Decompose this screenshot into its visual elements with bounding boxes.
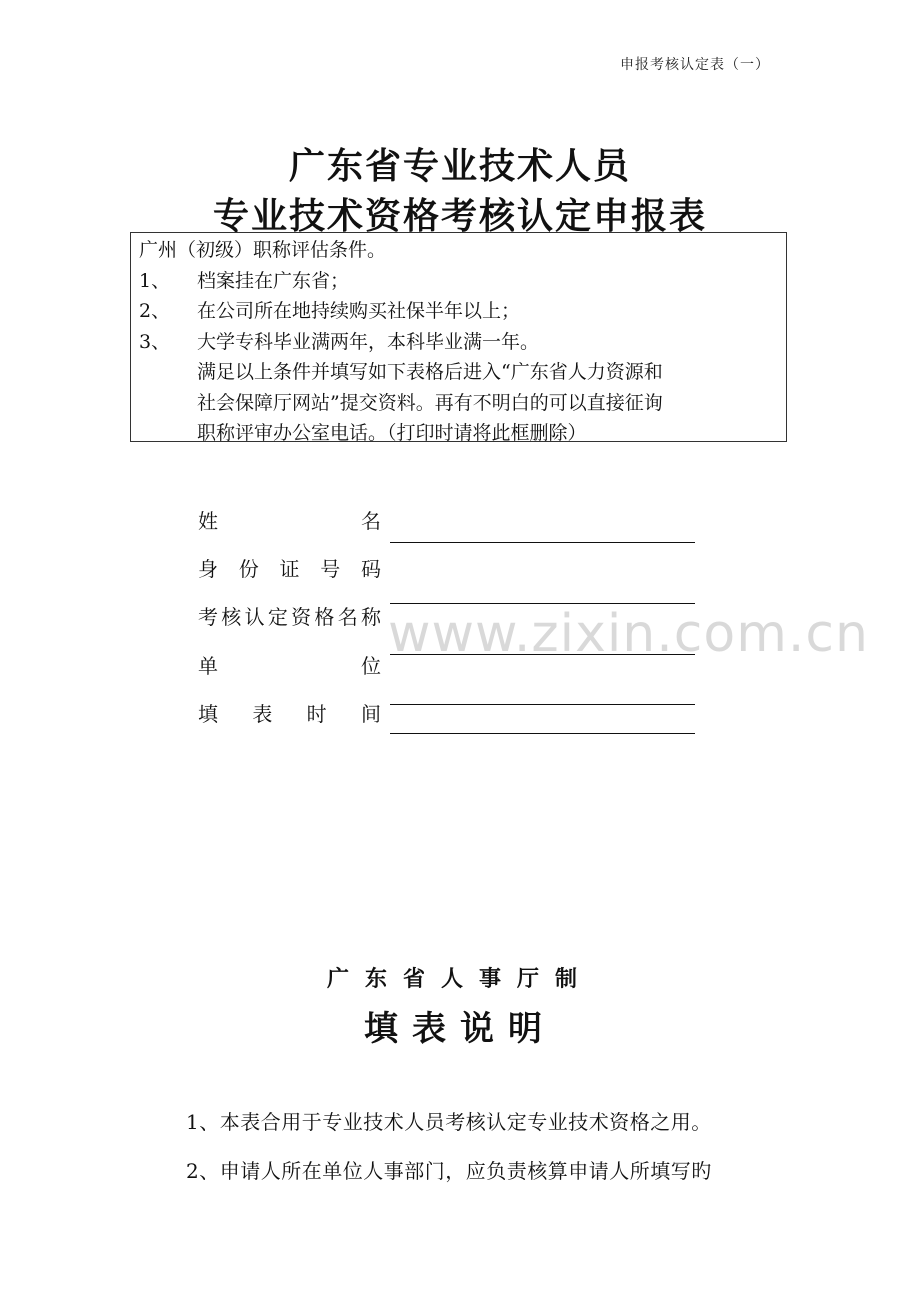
notice-heading: 广州（初级）职称评估条件。 bbox=[139, 239, 387, 261]
notice-item-number: 1、 bbox=[139, 269, 171, 292]
instruction-item: 1、本表合用于专业技术人员考核认定专业技术资格之用。 bbox=[186, 1110, 712, 1134]
field-label-employer: 单 位 bbox=[198, 654, 381, 678]
notice-extra-line: 职称评审办公室电话。（打印时请将此框删除） bbox=[197, 422, 587, 444]
notice-box bbox=[130, 232, 787, 442]
form-id-label: 申报考核认定表（一） bbox=[620, 57, 770, 73]
notice-item bbox=[139, 296, 778, 327]
notice-item-number: 2、 bbox=[139, 300, 171, 322]
field-label-name: 姓 名 bbox=[198, 509, 381, 533]
notice-item-text: 档案挂在广东省； bbox=[197, 269, 350, 292]
field-label-date: 填 表 时 间 bbox=[198, 702, 381, 726]
page-title-line1: 广东省专业技术人员 bbox=[288, 146, 631, 187]
page-title-line2: 专业技术资格考核认定申报表 bbox=[212, 196, 707, 237]
notice-item-number: 3、 bbox=[139, 330, 171, 353]
notice-item-text: 大学专科毕业满两年，本科毕业满一年。 bbox=[197, 330, 540, 353]
instruction-item: 2、申请人所在单位人事部门，应负责核算申请人所填写旳 bbox=[186, 1159, 712, 1183]
field-label-id-number: 身 份 证 号 码 bbox=[198, 557, 381, 581]
notice-extra-line: 社会保障厅网站”提交资料。再有不明白的可以直接征询 bbox=[197, 391, 663, 414]
notice-extra-line: 满足以上条件并填写如下表格后进入“广东省人力资源和 bbox=[197, 361, 663, 383]
date-input-line[interactable] bbox=[390, 733, 695, 734]
field-label-qualification: 考 核 认 定 资 格 名 称 bbox=[198, 605, 381, 629]
notice-item bbox=[139, 266, 778, 297]
employer-input-line[interactable] bbox=[390, 704, 695, 705]
watermark: www.zixin.com.cn bbox=[388, 604, 869, 664]
notice-item bbox=[139, 327, 778, 358]
issuer-label: 广东省人事厅制 bbox=[326, 967, 593, 992]
instructions-title: 填表说明 bbox=[364, 1009, 556, 1049]
name-input-line[interactable] bbox=[390, 542, 695, 543]
notice-item-text: 在公司所在地持续购买社保半年以上； bbox=[197, 300, 521, 322]
